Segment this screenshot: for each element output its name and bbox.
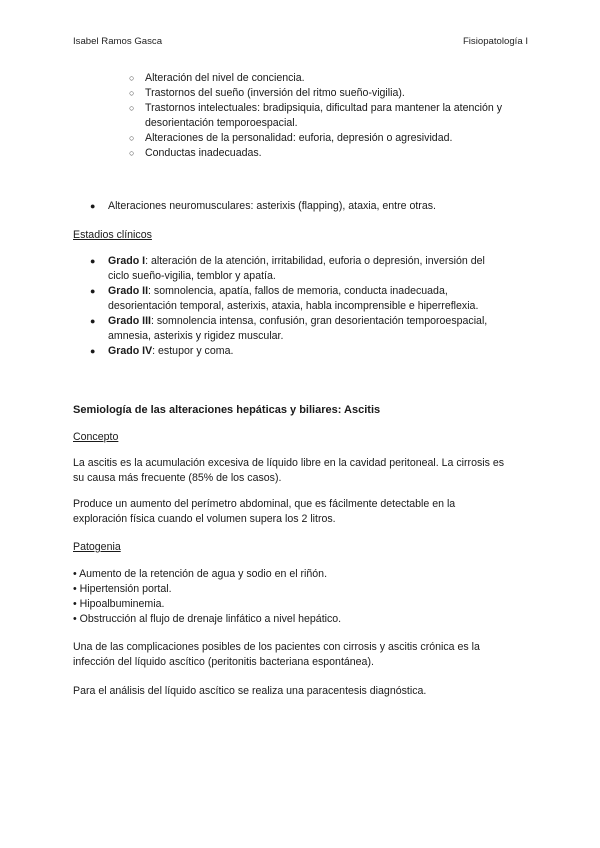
sublist-item: Alteraciones de la personalidad: euforia, depresión o agresividad. xyxy=(145,132,453,144)
grado-2 xyxy=(108,284,528,299)
grado-1-label: Grado I xyxy=(108,255,146,267)
bullet-icon: ● xyxy=(90,316,96,326)
sublist-item-cont: desorientación temporoespacial. xyxy=(145,117,298,129)
patogenia-paragraph-1: Una de las complicaciones posibles de los pacientes con cirrosis y ascitis crónica es la xyxy=(73,641,480,653)
grado-4-text: : estupor y coma. xyxy=(152,345,234,357)
bullet-icon: ● xyxy=(90,346,96,356)
patogenia-heading: Patogenia xyxy=(73,541,121,553)
hollow-bullet-icon: ○ xyxy=(129,133,135,143)
header-subject: Fisiopatología I xyxy=(462,36,528,47)
sublist-item: Conductas inadecuadas. xyxy=(145,147,262,159)
grado-3-text: : somnolencia intensa, confusión, gran desorientación temporoespacial, xyxy=(150,315,488,327)
section-title: Semiología de las alteraciones hepáticas y biliares: Ascitis xyxy=(73,404,381,416)
concepto-heading: Concepto xyxy=(73,431,119,443)
patogenia-paragraph-1-cont: infección del líquido ascítico (peritonitis bacteriana espontánea). xyxy=(73,656,374,668)
grado-3 xyxy=(108,314,528,329)
hollow-bullet-icon: ○ xyxy=(129,103,135,113)
grado-3-label: Grado III xyxy=(108,315,151,327)
hollow-bullet-icon: ○ xyxy=(129,73,135,83)
patogenia-item: • Obstrucción al flujo de drenaje linfático a nivel hepático. xyxy=(73,613,342,625)
hollow-bullet-icon: ○ xyxy=(129,148,135,158)
bullet-icon: ● xyxy=(90,201,96,211)
sublist-item: Trastornos intelectuales: bradipsiquia, dificultad para mantener la atención y xyxy=(145,102,503,114)
header-author: Isabel Ramos Gasca xyxy=(73,36,163,47)
bullet-icon: ● xyxy=(90,256,96,266)
hollow-bullet-icon: ○ xyxy=(129,88,135,98)
patogenia-item: • Aumento de la retención de agua y sodio en el riñón. xyxy=(73,568,328,580)
estadios-heading: Estadios clínicos xyxy=(73,229,152,241)
grado-1 xyxy=(108,254,528,269)
grado-4-label: Grado IV xyxy=(108,345,153,357)
patogenia-item: • Hipoalbuminemia. xyxy=(73,598,165,610)
grado-3-cont: amnesia, asterixis y rigidez muscular. xyxy=(108,330,284,342)
grado-1-cont: ciclo sueño-vigilia, temblor y apatía. xyxy=(108,270,276,282)
grado-2-label: Grado II xyxy=(108,285,149,297)
grado-2-cont: desorientación temporal, asterixis, ataxia, habla incomprensible e hiperreflexia. xyxy=(108,300,479,312)
bullet-icon: ● xyxy=(90,286,96,296)
patogenia-paragraph-2: Para el análisis del líquido ascítico se realiza una paracentesis diagnóstica. xyxy=(73,685,427,697)
grado-1-text: : alteración de la atención, irritabilidad, euforia o depresión, inversión del xyxy=(145,255,485,267)
grado-4 xyxy=(108,344,528,359)
concepto-paragraph-1-cont: su causa más frecuente (85% de los casos). xyxy=(73,472,282,484)
concepto-paragraph-1: La ascitis es la acumulación excesiva de líquido libre en la cavidad peritoneal. La cirrosis es xyxy=(73,457,505,469)
sublist-item: Trastornos del sueño (inversión del ritmo sueño-vigilia). xyxy=(145,87,405,99)
sublist-item: Alteración del nivel de conciencia. xyxy=(145,72,305,84)
concepto-paragraph-2: Produce un aumento del perímetro abdominal, que es fácilmente detectable en la xyxy=(73,498,456,510)
patogenia-item: • Hipertensión portal. xyxy=(73,583,172,595)
concepto-paragraph-2-cont: exploración física cuando el volumen supera los 2 litros. xyxy=(73,513,336,525)
grado-2-text: : somnolencia, apatía, fallos de memoria, conducta inadecuada, xyxy=(148,285,448,297)
neuro-bullet-text: Alteraciones neuromusculares: asterixis (flapping), ataxia, entre otras. xyxy=(108,200,436,212)
